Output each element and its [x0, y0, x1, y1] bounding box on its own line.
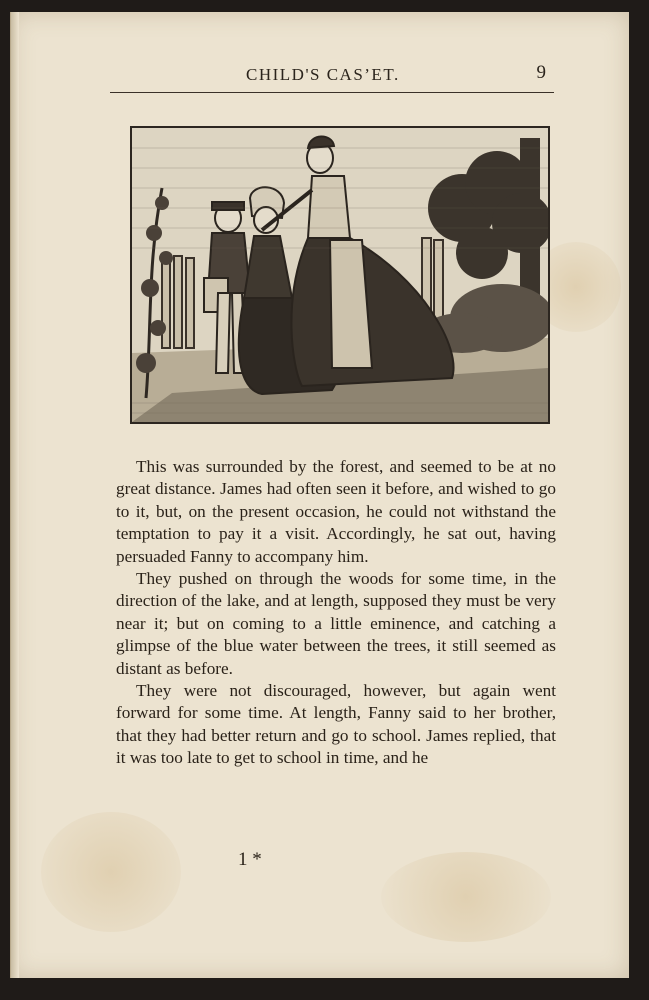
paragraph: This was surrounded by the forest, and seemed to be at no great distance. James had often seen it before, and wished to go to it, but, on the present occasion, he could not withstand the temptation to pay it a visit. Accordingly, he sat out, having persuaded Fanny to accompany him.	[116, 457, 556, 566]
paper-stain	[381, 852, 551, 942]
woodcut-illustration	[130, 126, 550, 424]
header-rule	[110, 92, 554, 93]
running-title: CHILD'S CAS’ET.	[246, 65, 400, 84]
page-gutter	[11, 12, 19, 978]
paragraph: They were not discouraged, however, but again went forward for some time. At length, Fanny said to her brother, that they had better return and go to school. James replied, that it was too late to get to school in time, and he	[116, 681, 556, 768]
paper-stain	[41, 812, 181, 932]
page-header	[110, 52, 556, 82]
signature-mark: 1 *	[238, 849, 262, 870]
paragraph: They pushed on through the woods for some time, in the direction of the lake, and at length, supposed they must be very near it; but on coming to a little eminence, and catching a glimpse of the blue water between the trees, it still seemed as distant as before.	[116, 569, 556, 678]
body-text	[116, 456, 556, 770]
woodcut-drawing	[132, 128, 548, 422]
page-number: 9	[536, 62, 546, 83]
